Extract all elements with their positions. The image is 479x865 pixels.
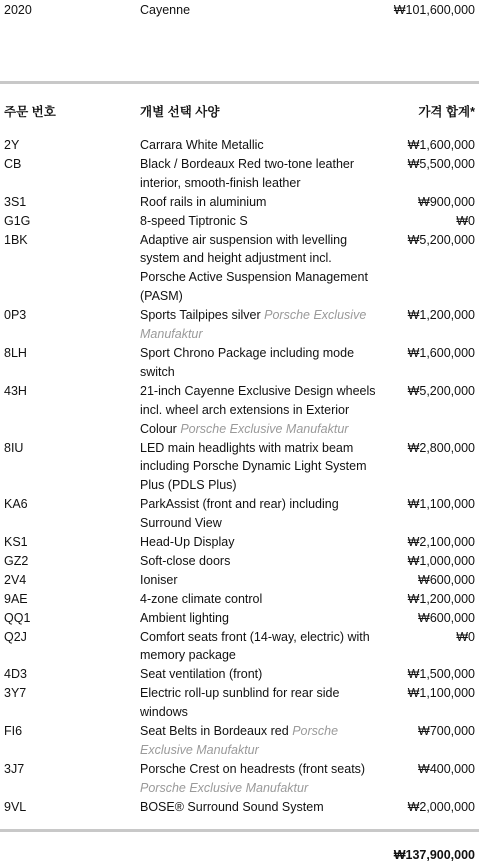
option-code: G1G: [4, 213, 31, 228]
option-price: ₩900,000: [418, 194, 475, 209]
option-description-text: Ioniser: [140, 572, 178, 587]
option-description: [140, 231, 378, 307]
option-description: [140, 495, 378, 533]
option-description-text: Comfort seats front (14-way, electric) with memory package: [140, 629, 370, 663]
table-row: [0, 439, 479, 496]
option-description: [140, 571, 378, 590]
table-row: [0, 306, 479, 344]
option-description-text: 21-inch Cayenne Exclusive Design wheels incl. wheel arch extensions in Exterior Colour: [140, 383, 376, 436]
option-code: 8LH: [4, 345, 27, 360]
option-description-text: Roof rails in aluminium: [140, 194, 267, 209]
option-description-text: Carrara White Metallic: [140, 138, 264, 152]
option-price: ₩5,200,000: [407, 383, 475, 398]
option-description-text: Seat ventilation (front): [140, 667, 263, 682]
base-price: ₩101,600,000: [393, 3, 475, 17]
model-name: Cayenne: [140, 3, 191, 17]
option-price: ₩0: [456, 629, 475, 644]
table-row: [0, 628, 479, 666]
table-row: [0, 722, 479, 760]
model-year: 2020: [4, 3, 32, 17]
option-description-text: Porsche Crest on headrests (front seats): [140, 761, 366, 776]
option-description: [140, 306, 378, 344]
option-price: ₩600,000: [418, 572, 475, 587]
option-code: 9AE: [4, 591, 28, 606]
option-price: ₩1,100,000: [407, 497, 475, 512]
table-row: [0, 136, 479, 155]
table-row: [0, 760, 479, 798]
option-price: ₩1,500,000: [407, 667, 475, 682]
option-price: ₩400,000: [418, 761, 475, 776]
table-row: [0, 382, 479, 439]
table-row: [0, 684, 479, 722]
option-code: Q2J: [4, 629, 27, 644]
table-row: [0, 193, 479, 212]
option-description-text: Head-Up Display: [140, 535, 235, 550]
option-price: ₩2,800,000: [407, 440, 475, 455]
option-price: ₩700,000: [418, 724, 475, 739]
option-description-text: Sports Tailpipes silver: [140, 308, 261, 323]
option-code: 3Y7: [4, 686, 27, 701]
table-row: [0, 571, 479, 590]
option-description: [140, 382, 378, 439]
table-row: [0, 344, 479, 382]
option-code: 1BK: [4, 232, 28, 247]
option-description: [140, 344, 378, 382]
option-price: ₩0: [456, 213, 475, 228]
options-list: [0, 136, 479, 817]
table-header: [0, 103, 479, 121]
header-option: 개별 선택 사양: [140, 105, 220, 119]
option-description: [140, 665, 378, 684]
option-price: ₩1,100,000: [407, 686, 475, 701]
option-price: ₩1,600,000: [407, 138, 475, 152]
option-price: ₩1,000,000: [407, 553, 475, 568]
option-price: ₩1,200,000: [407, 308, 475, 323]
option-code: KS1: [4, 535, 28, 550]
option-description-text: Ambient lighting: [140, 610, 229, 625]
summary-row: [0, 0, 479, 20]
option-description: [140, 155, 378, 193]
option-price: ₩5,200,000: [407, 232, 475, 247]
option-description-text: 4-zone climate control: [140, 591, 263, 606]
option-code: GZ2: [4, 553, 29, 568]
bottom-divider: [0, 829, 479, 832]
option-description: [140, 552, 378, 571]
option-description-text: Electric roll-up sunblind for rear side windows: [140, 686, 340, 720]
exclusive-note: Porsche Exclusive Manufaktur: [140, 780, 309, 795]
option-price: ₩2,100,000: [407, 535, 475, 550]
header-code: 주문 번호: [4, 105, 56, 119]
option-price: ₩2,000,000: [407, 799, 475, 814]
header-price: 가격 합계*: [418, 105, 475, 119]
option-price: ₩1,200,000: [407, 591, 475, 606]
option-price: ₩600,000: [418, 610, 475, 625]
total-price: ₩137,900,000: [393, 848, 475, 862]
option-code: 2V4: [4, 572, 27, 587]
option-code: 2Y: [4, 138, 20, 152]
table-row: [0, 665, 479, 684]
option-description: [140, 439, 378, 496]
option-description: [140, 193, 378, 212]
table-row: [0, 552, 479, 571]
option-description: [140, 533, 378, 552]
option-price: ₩1,600,000: [407, 345, 475, 360]
option-code: QQ1: [4, 610, 31, 625]
table-row: [0, 212, 479, 231]
option-description: [140, 628, 378, 666]
exclusive-note: Porsche Exclusive Manufaktur: [140, 308, 367, 342]
table-row: [0, 609, 479, 628]
option-code: FI6: [4, 724, 23, 739]
option-code: KA6: [4, 497, 28, 512]
option-description-text: Sport Chrono Package including mode switch: [140, 345, 355, 379]
option-description-text: ParkAssist (front and rear) including Surround View: [140, 497, 339, 531]
option-description: [140, 590, 378, 609]
option-description-text: Adaptive air suspension with levelling system and height adjustment incl. Porsche Active Suspension Management (PASM): [140, 232, 368, 304]
option-price: ₩5,500,000: [407, 156, 475, 171]
exclusive-note: Porsche Exclusive Manufaktur: [140, 724, 339, 757]
table-row: [0, 533, 479, 552]
option-description: [140, 609, 378, 628]
option-code: 3S1: [4, 194, 27, 209]
option-description: [140, 722, 378, 760]
option-code: CB: [4, 156, 22, 171]
table-row: [0, 155, 479, 193]
table-row: [0, 798, 479, 817]
option-code: 9VL: [4, 799, 27, 814]
table-row: [0, 231, 479, 307]
option-description: [140, 760, 378, 798]
option-description: [140, 798, 378, 817]
option-code: 3J7: [4, 761, 25, 776]
option-description-text: 8-speed Tiptronic S: [140, 213, 248, 228]
option-description: [140, 684, 378, 722]
option-description-text: Black / Bordeaux Red two-tone leather interior, smooth-finish leather: [140, 156, 355, 190]
table-row: [0, 590, 479, 609]
option-code: 4D3: [4, 667, 27, 682]
option-description-text: LED main headlights with matrix beam including Porsche Dynamic Light System Plus (PDLS Plus): [140, 440, 367, 493]
option-code: 0P3: [4, 308, 27, 323]
top-divider: [0, 81, 479, 84]
total-row: [0, 845, 479, 865]
exclusive-note: Porsche Exclusive Manufaktur: [180, 421, 349, 436]
option-description: [140, 136, 378, 155]
option-description-text: Seat Belts in Bordeaux red: [140, 724, 289, 739]
option-code: 43H: [4, 383, 27, 398]
option-code: 8IU: [4, 440, 24, 455]
option-description-text: Soft-close doors: [140, 553, 231, 568]
option-description: [140, 212, 378, 231]
table-row: [0, 495, 479, 533]
option-description-text: BOSE® Surround Sound System: [140, 799, 324, 814]
